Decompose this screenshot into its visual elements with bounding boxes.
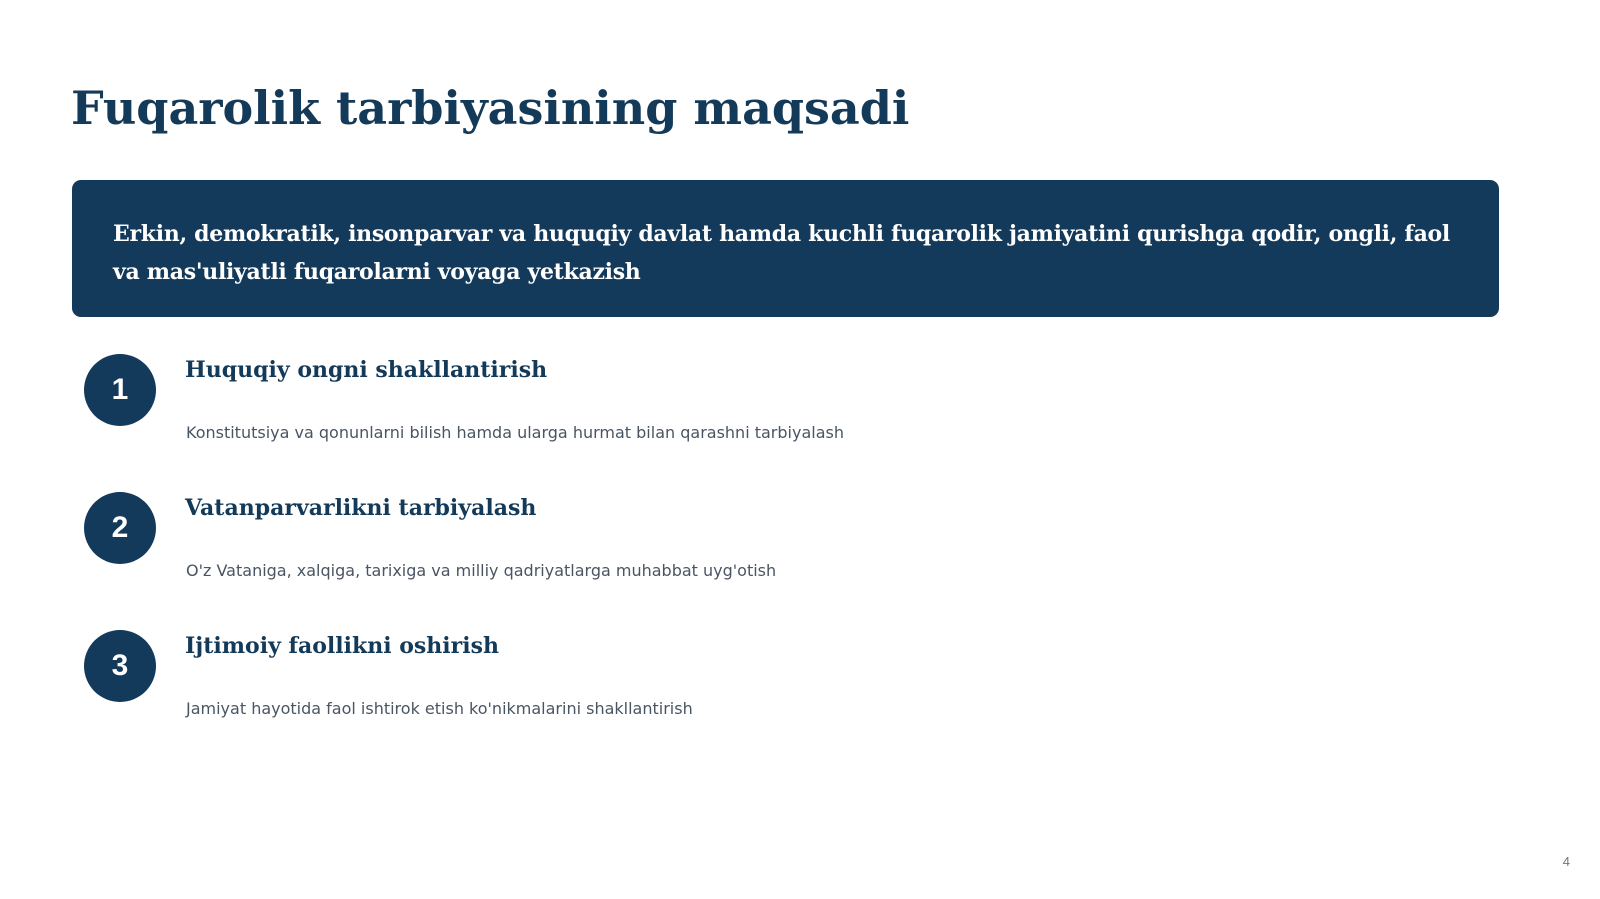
list-item-title: Ijtimoiy faollikni oshirish xyxy=(185,633,499,659)
number-badge: 3 xyxy=(84,630,156,702)
list-item-patriotism xyxy=(84,492,1084,602)
list-item-title: Huquqiy ongni shakllantirish xyxy=(185,357,548,383)
slide-title: Fuqarolik tarbiyasining maqsadi xyxy=(71,81,910,135)
list-item-description: Konstitutsiya va qonunlarni bilish hamda ularga hurmat bilan qarashni tarbiyalash xyxy=(186,423,844,442)
page-number: 4 xyxy=(1562,854,1570,869)
list-item-title: Vatanparvarlikni tarbiyalash xyxy=(185,495,537,521)
goal-banner xyxy=(72,180,1499,317)
number-badge: 1 xyxy=(84,354,156,426)
list-item-social-activity xyxy=(84,630,1084,740)
list-item-description: Jamiyat hayotida faol ishtirok etish ko'nikmalarini shakllantirish xyxy=(186,699,693,718)
list-item-legal-awareness xyxy=(84,354,1084,464)
goal-banner-text: Erkin, demokratik, insonparvar va huquqiy davlat hamda kuchli fuqarolik jamiyatini qurishga qodir, ongli, faol va mas'uliyatli fuqarolarni voyaga yetkazish xyxy=(113,221,1450,285)
list-item-description: O'z Vataniga, xalqiga, tarixiga va milliy qadriyatlarga muhabbat uyg'otish xyxy=(186,561,777,580)
number-badge: 2 xyxy=(84,492,156,564)
